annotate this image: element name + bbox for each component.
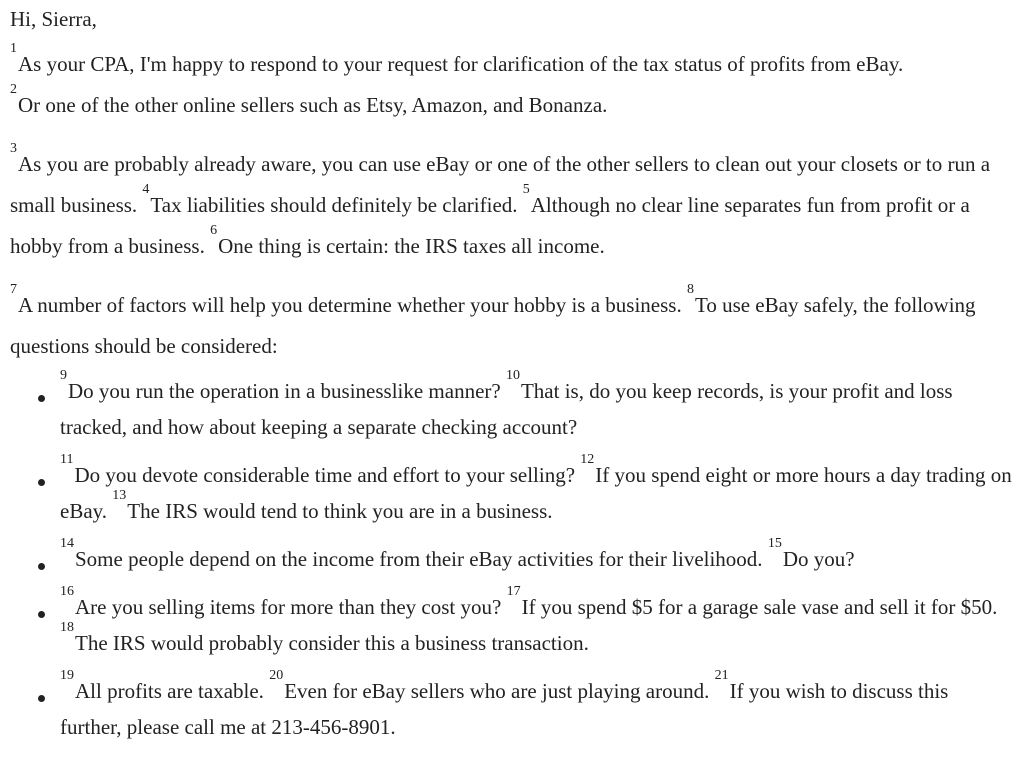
sentence-number: 19 [60, 668, 74, 684]
sentence-text: The IRS would probably consider this a business transaction. [75, 631, 589, 655]
sentence-text: Or one of the other online sellers such as Etsy, Amazon, and Bonanza. [18, 93, 608, 117]
sentence-text: As your CPA, I'm happy to respond to your request for clarification of the tax status of profits from eBay. [18, 52, 904, 76]
sentence-text: The IRS would tend to think you are in a business. [127, 499, 553, 523]
paragraph-2 [10, 141, 1014, 267]
sentence [10, 82, 608, 117]
sentence-number: 9 [60, 368, 67, 384]
sentence-text: As you are probably already aware, you can use eBay or one of the other sellers to clean out your closets or to run a small business. [10, 152, 991, 217]
sentence-text: A number of factors will help you determine whether your hobby is a business. [18, 293, 682, 317]
sentence [210, 223, 605, 258]
sentence [60, 368, 501, 403]
sentence [60, 452, 576, 487]
sentence-number: 20 [269, 668, 284, 684]
sentence-text: All profits are taxable. [75, 679, 264, 703]
sentence-text: If you spend $5 for a garage sale vase and sell it for $50. [521, 595, 998, 619]
sentence-number: 10 [505, 368, 520, 384]
list-item [60, 584, 1014, 661]
sentence-text: If you spend eight or more hours a day trading on eBay. [60, 463, 1012, 523]
sentence-text: Are you selling items for more than they cost you? [75, 595, 502, 619]
sentence-number: 14 [60, 536, 74, 552]
sentence [142, 182, 518, 217]
sentence [112, 488, 553, 523]
sentence [60, 584, 502, 619]
greeting: Hi, Sierra, [10, 7, 97, 31]
list-item [60, 452, 1014, 529]
sentence-text: Although no clear line separates fun from profit or a hobby from a business. [10, 193, 970, 258]
sentence [506, 584, 998, 619]
sentence-number: 17 [506, 584, 521, 600]
sentence-number: 18 [60, 620, 74, 636]
questions-list [10, 368, 1014, 745]
sentence-number: 4 [142, 182, 150, 198]
sentence-number: 12 [580, 452, 595, 468]
sentence-text: Even for eBay sellers who are just playing around. [284, 679, 710, 703]
sentence-number: 11 [60, 452, 74, 468]
sentence [767, 536, 855, 571]
sentence-number: 13 [112, 488, 127, 504]
sentence-number: 3 [10, 141, 17, 157]
sentence-text: Do you devote considerable time and effort to your selling? [74, 463, 576, 487]
sentence-text: Do you? [782, 547, 855, 571]
sentence-text: To use eBay safely, the following questions should be considered: [10, 293, 976, 358]
sentence-text: That is, do you keep records, is your profit and loss tracked, and how about keeping a separate checking account? [60, 379, 953, 439]
sentence [60, 668, 264, 703]
sentence [269, 668, 710, 703]
sentence [60, 536, 763, 571]
sentence-text: Tax liabilities should definitely be clarified. [150, 193, 518, 217]
sentence-text: Some people depend on the income from their eBay activities for their livelihood. [75, 547, 763, 571]
sentence-number: 2 [10, 82, 17, 98]
sentence-text: Do you run the operation in a businesslike manner? [68, 379, 501, 403]
list-item [60, 668, 1014, 745]
sentence-number: 7 [10, 282, 17, 298]
letter-document [10, 0, 1014, 757]
paragraph-3 [10, 282, 1014, 367]
sentence [10, 41, 904, 76]
sentence-text: One thing is certain: the IRS taxes all income. [218, 234, 605, 258]
list-item [60, 368, 1014, 445]
sentence [60, 620, 589, 655]
sentence-number: 1 [10, 41, 17, 57]
paragraph-1 [10, 41, 1014, 126]
sentence [10, 282, 682, 317]
sentence-number: 6 [210, 223, 218, 239]
sentence-number: 15 [767, 536, 782, 552]
sentence-number: 8 [686, 282, 694, 298]
list-item [60, 536, 1014, 577]
sentence-text: If you wish to discuss this further, please call me at 213-456-8901. [60, 679, 949, 739]
sentence-number: 5 [522, 182, 530, 198]
sentence-number: 21 [714, 668, 729, 684]
sentence-number: 16 [60, 584, 74, 600]
